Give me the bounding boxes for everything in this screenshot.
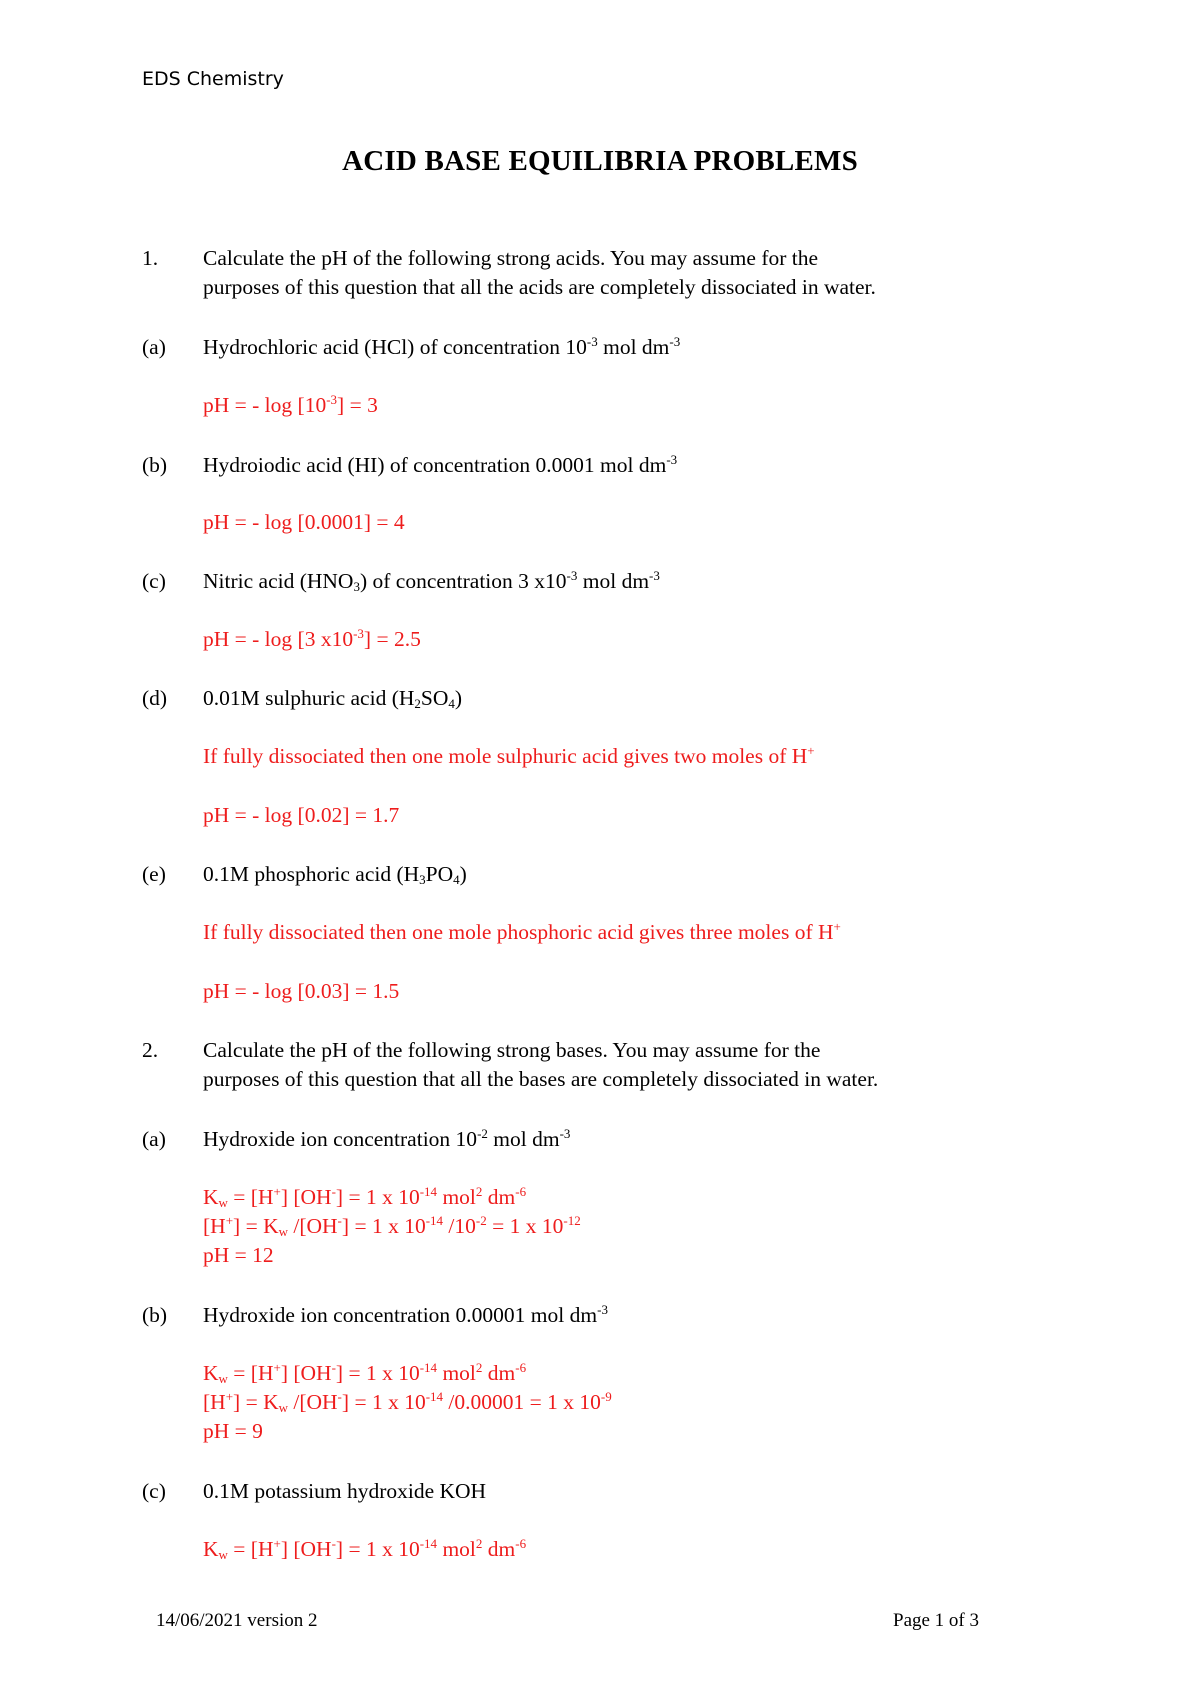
page-header: EDS Chemistry bbox=[142, 68, 284, 90]
question-text: Calculate the pH of the following strong bases. You may assume for the purposes of this question that all the bases are completely dissociated in water. bbox=[203, 1038, 879, 1091]
part-question: Hydroiodic acid (HI) of concentration 0.0001 mol $dm^{-3}$ bbox=[203, 452, 678, 477]
question-number: 2. bbox=[142, 1038, 159, 1062]
part-question: Nitric acid $(HNO_3)$ of concentration 3 $x10^{-3}$ mol $dm^{-3}$ bbox=[203, 568, 660, 594]
part-question: Hydroxide ion concentration $10^{-2}$ mol $dm^{-3}$ bbox=[203, 1126, 571, 1151]
part-label: (c) bbox=[142, 569, 166, 593]
part-label: (e) bbox=[142, 862, 166, 886]
footer-page-number: Page 1 of 3 bbox=[893, 1610, 980, 1631]
part-question: 0.1M potassium hydroxide KOH bbox=[203, 1479, 487, 1503]
part-question: Hydroxide ion concentration 0.00001 mol $dm^{-3}$ bbox=[203, 1302, 608, 1327]
part-question: 0.1M phosphoric acid $(H_3PO_4)$ bbox=[203, 862, 467, 887]
part-question: Hydrochloric acid (HCl) of concentration $10^{-3}$ mol $dm^{-3}$ bbox=[203, 334, 681, 359]
document-page: EDS Chemistry ACID BASE EQUILIBRIA PROBLEMS 1. Calculate the pH of the following strong acids. You may assume for the purposes of this question that all the acids are completely dissociated in water. (a) Hydrochloric acid (HCl) of concentration $10^{-3}$ mol $dm^{-3}$ pH = - $\log [10^{-3}] = 3$ (b) Hydroiodic acid (HI) of concentration 0.0001 mol $dm^{-3}$ pH = - log [0.0001] = 4 (c) Nitric acid $(HNO_3)$ of concentration 3 $x10^{-3}$ mol $dm^{-3}$ pH = - log [3 $x10^{-3}] = 2.5$ (d) 0.01M sulphuric acid $(H_2SO_4)$ If fully dissociated then one mole sulphuric acid gives two moles of H+ pH = - log [0.02] = 1.7 (e) 0.1M phosphoric acid $(H_3PO_4)$ If fully dissociated then one mole phosphoric acid gives three moles of H+ pH = - log [0.03] = 1.5 2. Calculate the pH of the following strong bases. You may assume for the purposes of this question that all the bases are completely dissociated in water. (a) Hydroxide ion concentration $10^{-2}$ mol $dm^{-3}$ $K_w = [H^+] [OH^-] = 1$ x $10^{-14}$ mol$^2$ $dm^{-6}$ $[H^+] = K_w$ /[OH-] = 1 x $10^{-14}$ $/10^{-2} = 1$ x $10^{-12}$ pH = 12 (b) Hydroxide ion concentration 0.00001 mol $dm^{-3}$ $K_w = [H^+] [OH^-] = 1$ x $10^{-14}$ mol$^2$ $dm^{-6}$ $[H^+] = K_w$ /[OH-] = 1 x $10^{-14}$ /0.00001 = 1 x $10^{-9}$ pH = 9 (c) 0.1M potassium hydroxide KOH $K_w = [H^+] [OH^-] = 1$ x $10^{-14}$ mol$^2$ $dm^{-6}$ 14/06/2021 version 2 Page 1 of 3 bbox=[0, 0, 1200, 1698]
footer-date-version: 14/06/2021 version 2 bbox=[156, 1610, 318, 1631]
part-label: (d) bbox=[142, 686, 168, 710]
part-label: (c) bbox=[142, 1479, 166, 1503]
page-title: ACID BASE EQUILIBRIA PROBLEMS bbox=[342, 145, 858, 177]
part-label: (b) bbox=[142, 1303, 168, 1327]
part-question: 0.01M sulphuric acid $(H_2SO_4)$ bbox=[203, 686, 463, 711]
part-label: (a) bbox=[142, 1127, 166, 1151]
part-label: (b) bbox=[142, 453, 168, 477]
part-label: (a) bbox=[142, 335, 166, 359]
question-number: 1. bbox=[142, 246, 159, 270]
question-text: Calculate the pH of the following strong acids. You may assume for the purposes of this question that all the acids are completely dissociated in water. bbox=[203, 246, 876, 299]
